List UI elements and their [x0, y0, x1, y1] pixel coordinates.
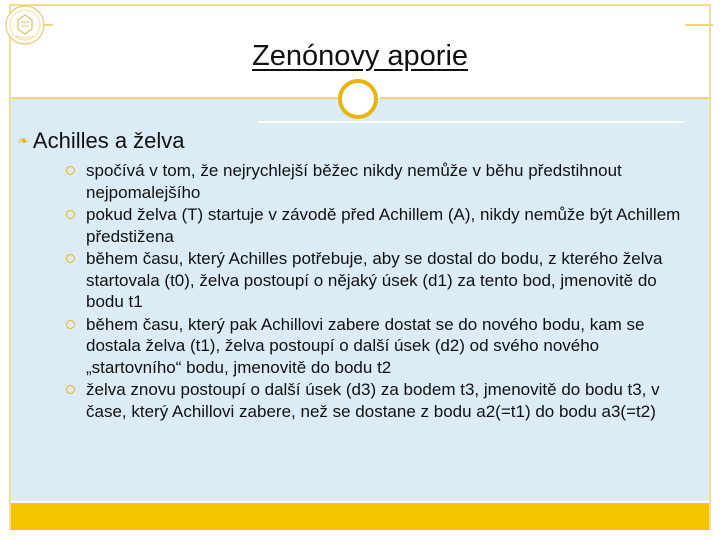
- list-item-text: během času, který pak Achillovi zabere dostat se do nového bodu, kam se dostala želva (t1), želva postoupí o další úsek (d2) od svého nového „startovního“ bodu, jmenovitě do bodu t2: [86, 314, 645, 377]
- list-item: [66, 204, 686, 247]
- list-item: [66, 314, 686, 379]
- ring-bullet-icon: [66, 210, 75, 219]
- list-item-text: pokud želva (T) startuje v závodě před Achillem (A), nikdy nemůže být Achillem předstižena: [86, 205, 681, 246]
- footer-bar: [11, 503, 709, 530]
- list-item-text: spočívá v tom, že nejrychlejší běžec nikdy nemůže v běhu předstihnout nejpomalejšího: [86, 161, 622, 202]
- list-item: [66, 379, 686, 422]
- slide-title-text: Zenónovy aporie: [251, 40, 469, 72]
- list-item-text: želva znovu postoupí o další úsek (d3) za bodem t3, jmenovitě do bodu t3, v čase, který Achillovi zabere, než se dostane z bodu a2(=t1) do bodu a3(=t2): [86, 380, 660, 421]
- ring-bullet-icon: [66, 385, 75, 394]
- title-divider-right: [380, 97, 710, 99]
- header-divider-right: [685, 24, 713, 26]
- list-item: [66, 160, 686, 203]
- circle-ornament-icon: [338, 79, 378, 119]
- bullet-list: [66, 160, 686, 423]
- ring-bullet-icon: [66, 254, 75, 263]
- heading-rule: [258, 121, 684, 123]
- diamond-bullet-icon: ❧: [18, 133, 29, 148]
- ring-bullet-icon: [66, 166, 75, 175]
- slide-title: [0, 40, 720, 73]
- title-divider-left: [11, 97, 341, 99]
- section-heading: [18, 128, 185, 154]
- list-item-text: během času, který Achilles potřebuje, aby se dostal do bodu, z kterého želva startovala (t0), želva postoupí o nějaký úsek (d1) za tento bod, jmenovitě do bodu t1: [86, 249, 663, 311]
- section-heading-text: Achilles a želva: [32, 128, 185, 153]
- list-item: [66, 248, 686, 313]
- ring-bullet-icon: [66, 320, 75, 329]
